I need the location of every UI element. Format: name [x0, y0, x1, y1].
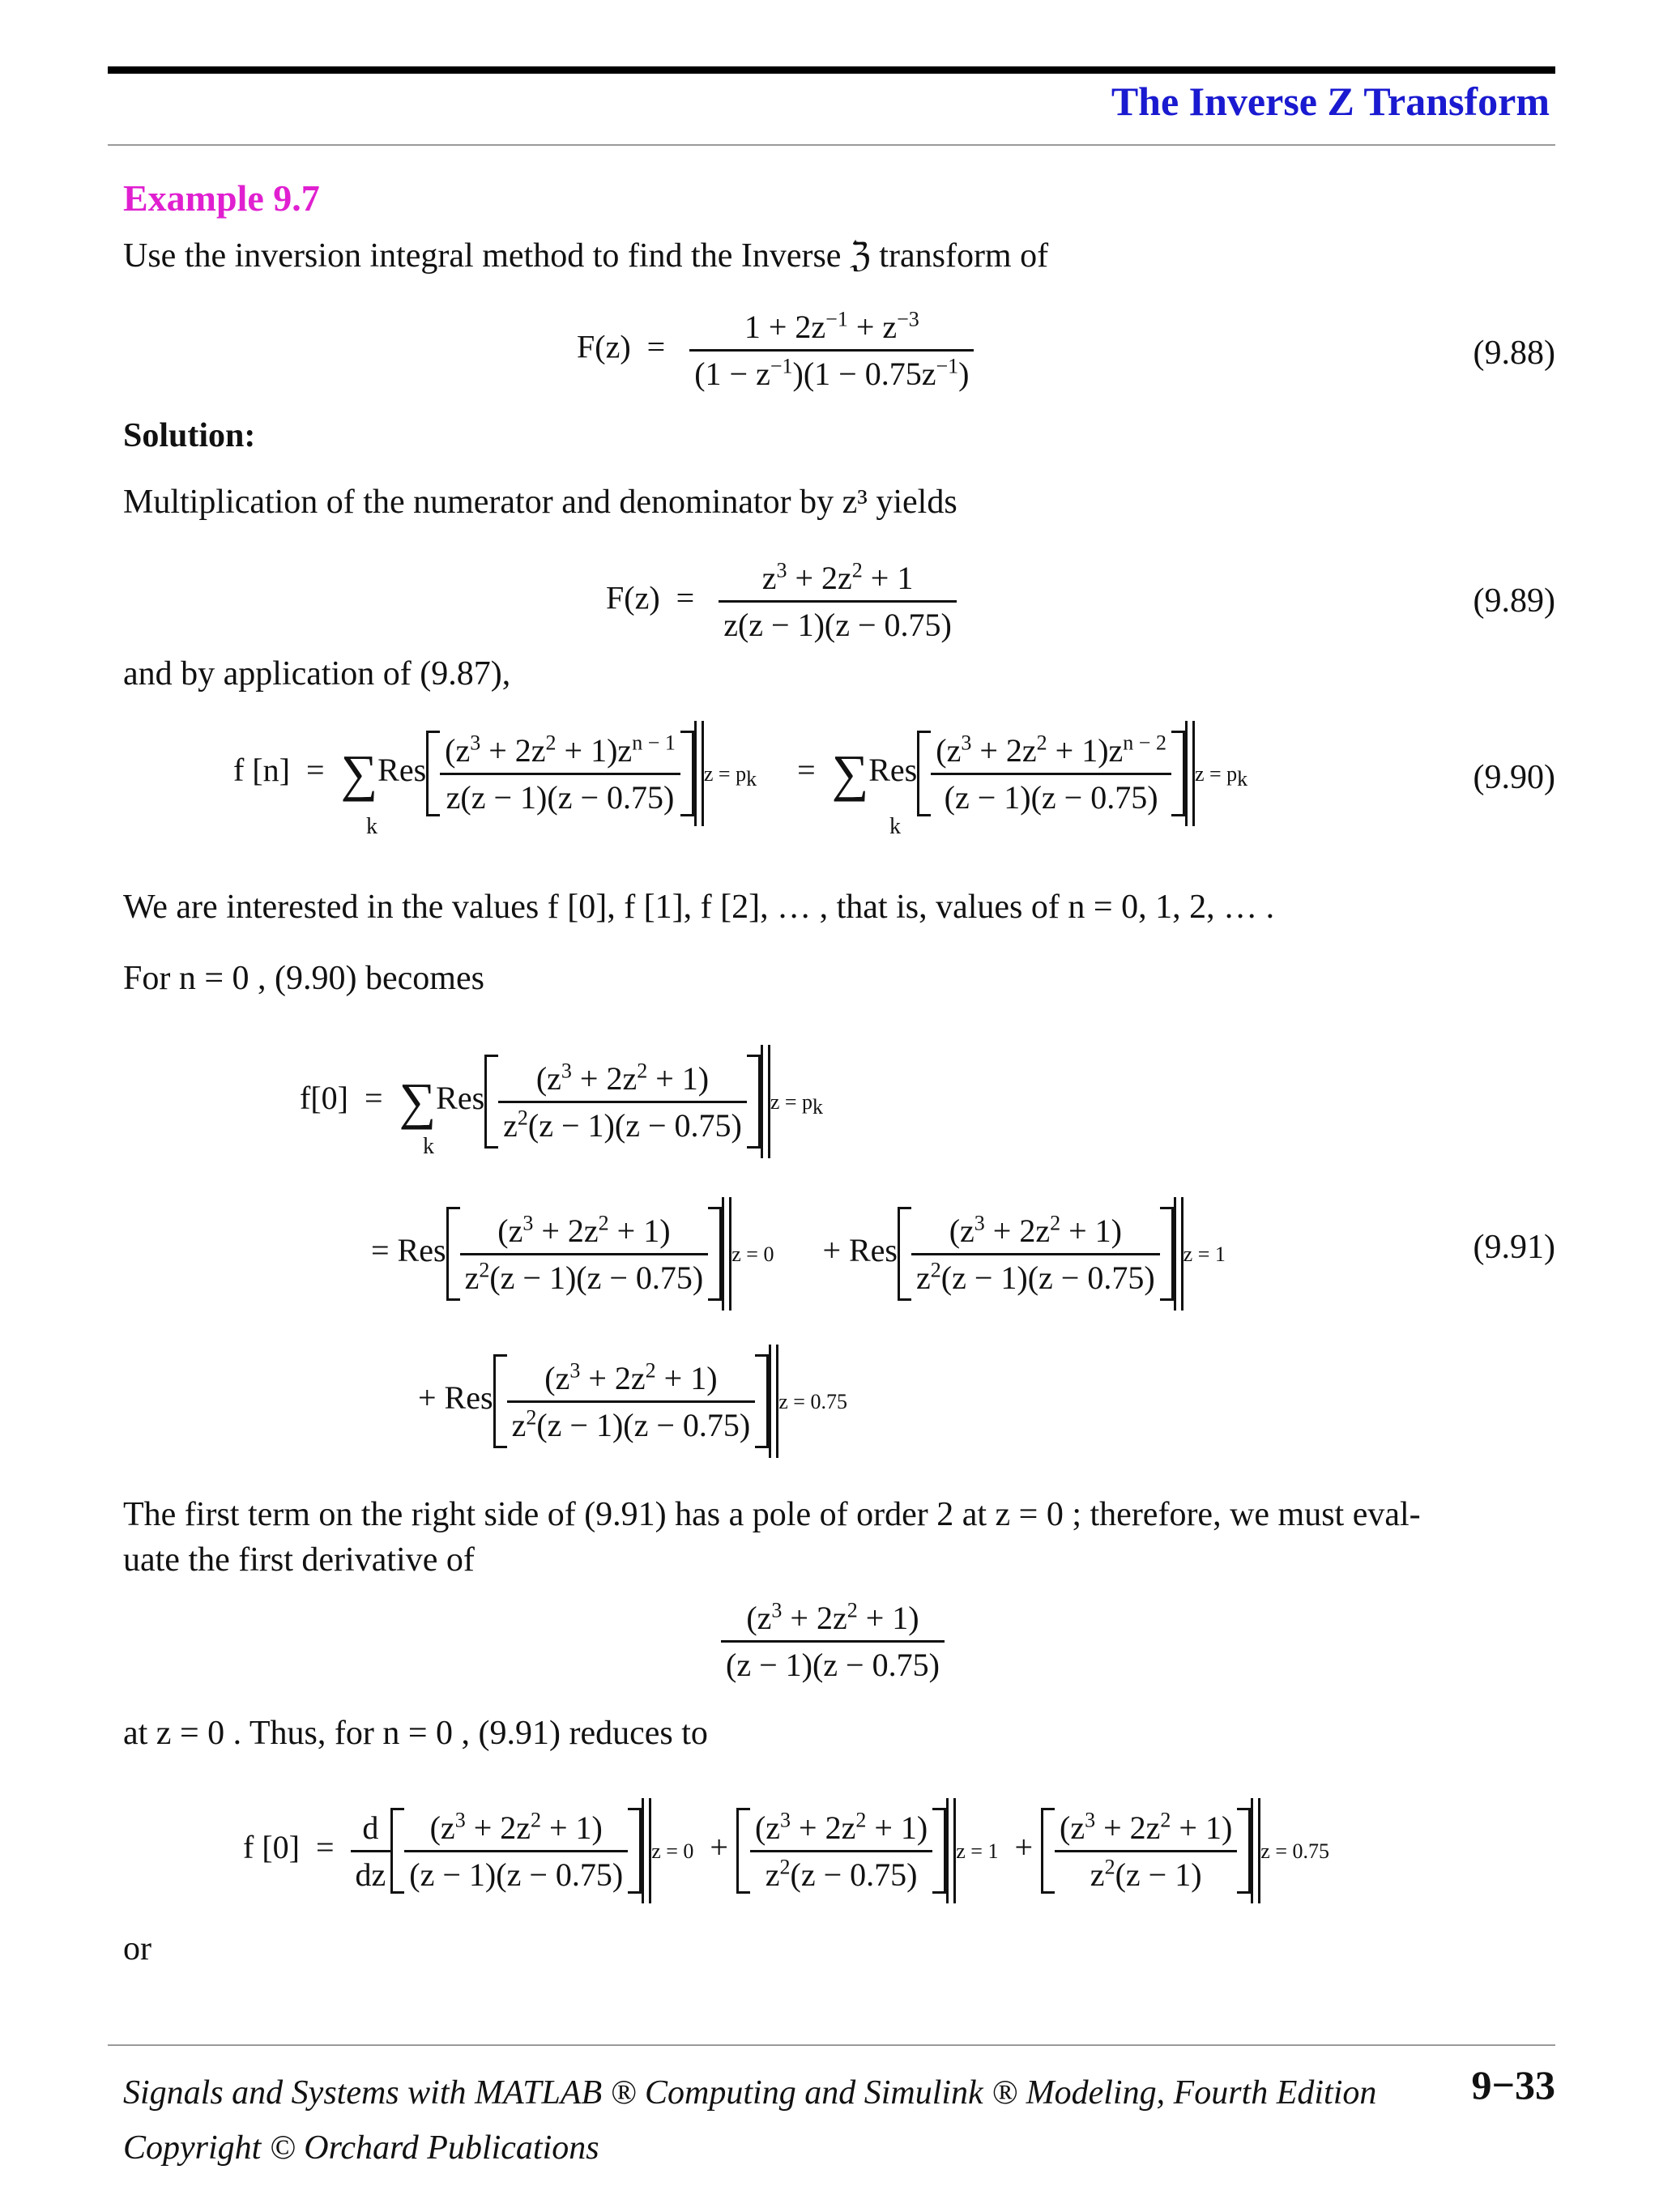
- running-header: The Inverse Z Transform: [1111, 79, 1550, 124]
- solution-heading: Solution:: [123, 417, 256, 454]
- summation-index: k: [366, 814, 377, 839]
- equation-9-88: F(z) = $\frac{1 + 2z^{-1} + z^{-3}}{(1 - z^{-1})(1 - 0.75z^{-1})}$: [577, 308, 974, 393]
- footer-copyright: Copyright © Orchard Publications: [123, 2129, 599, 2167]
- equation-9-91-line-2: = Res $\frac{(z^3 + 2z^2 + 1)}{z^2(z - 1)(z - 0.75)}$ z = 0 + Res $\frac{(z^3 + 2z^2 + 1)}{z^2(z - 1)(z - 0.75)}$ z = 1: [371, 1197, 1226, 1311]
- summation-index: k: [889, 814, 901, 839]
- footer-book-title: Signals and Systems with MATLAB ® Computing and Simulink ® Modeling, Fourth Edition: [123, 2074, 1377, 2112]
- footer-divider: [108, 2044, 1555, 2046]
- equation-9-89: F(z) = $\frac{z^3 + 2z^2 + 1}{z(z - 1)(z - 0.75)}$: [606, 559, 957, 644]
- equation-9-91-line-1: f[0] = ∑Res $\frac{(z^3 + 2z^2 + 1)}{z^2(z - 1)(z - 0.75)}$ $z = p_k$: [300, 1045, 823, 1158]
- application-text: and by application of (9.87),: [123, 655, 511, 693]
- example-title: Example 9.7: [123, 177, 320, 219]
- equation-number: (9.91): [1473, 1229, 1555, 1266]
- equation-number: (9.90): [1473, 759, 1555, 796]
- equation-9-90: f [n] = ∑Res $\frac{(z^3 + 2z^2 + 1)z^{n - 1}}{z(z - 1)(z - 0.75)}$ $z = p_k$ = ∑Res $\frac{(z^3 + 2z^2 + 1)z^{n - 2}}{(z - 1)(z - 0.75)}$ $z = p_k$: [233, 721, 1247, 826]
- equation-number: (9.88): [1473, 335, 1555, 372]
- multiplication-text: Multiplication of the numerator and denominator by z³ yields: [123, 484, 957, 521]
- final-equation: f [0] = $\frac{d}{dz}$ $\frac{(z^3 + 2z^2 + 1)}{(z - 1)(z - 0.75)}$ z = 0 + $\frac{(z^3 + 2z^2 + 1)}{z^2(z - 0.75)}$ z = 1 + $\frac{(z^3 + 2z^2 + 1)}{z^2(z - 1)}$ z = 0.75: [243, 1798, 1329, 1903]
- header-divider: [108, 144, 1555, 146]
- or-text: or: [123, 1930, 151, 1967]
- for-n0-text: For n = 0 , (9.90) becomes: [123, 960, 484, 997]
- header-rule: [108, 66, 1555, 74]
- summation-index: k: [423, 1134, 434, 1159]
- equation-9-91-line-3: + Res $\frac{(z^3 + 2z^2 + 1)}{z^2(z - 1)(z - 0.75)}$ z = 0.75: [418, 1345, 847, 1458]
- page-number: 9−33: [1471, 2062, 1555, 2108]
- intro-text: Use the inversion integral method to find the Inverse ℨ transform of: [123, 237, 1049, 275]
- first-term-text-1: The first term on the right side of (9.91) has a pole of order 2 at z = 0 ; therefore, we must eval-: [123, 1496, 1421, 1533]
- first-term-text-2: uate the first derivative of: [123, 1541, 475, 1579]
- derivative-expression: $\frac{(z^3 + 2z^2 + 1)}{(z - 1)(z - 0.75)}$: [721, 1599, 945, 1684]
- interest-text: We are interested in the values f [0], f [1], f [2], … , that is, values of n = 0, 1, 2, … .: [123, 889, 1275, 926]
- at-z0-text: at z = 0 . Thus, for n = 0 , (9.91) reduces to: [123, 1715, 708, 1752]
- equation-number: (9.89): [1473, 582, 1555, 620]
